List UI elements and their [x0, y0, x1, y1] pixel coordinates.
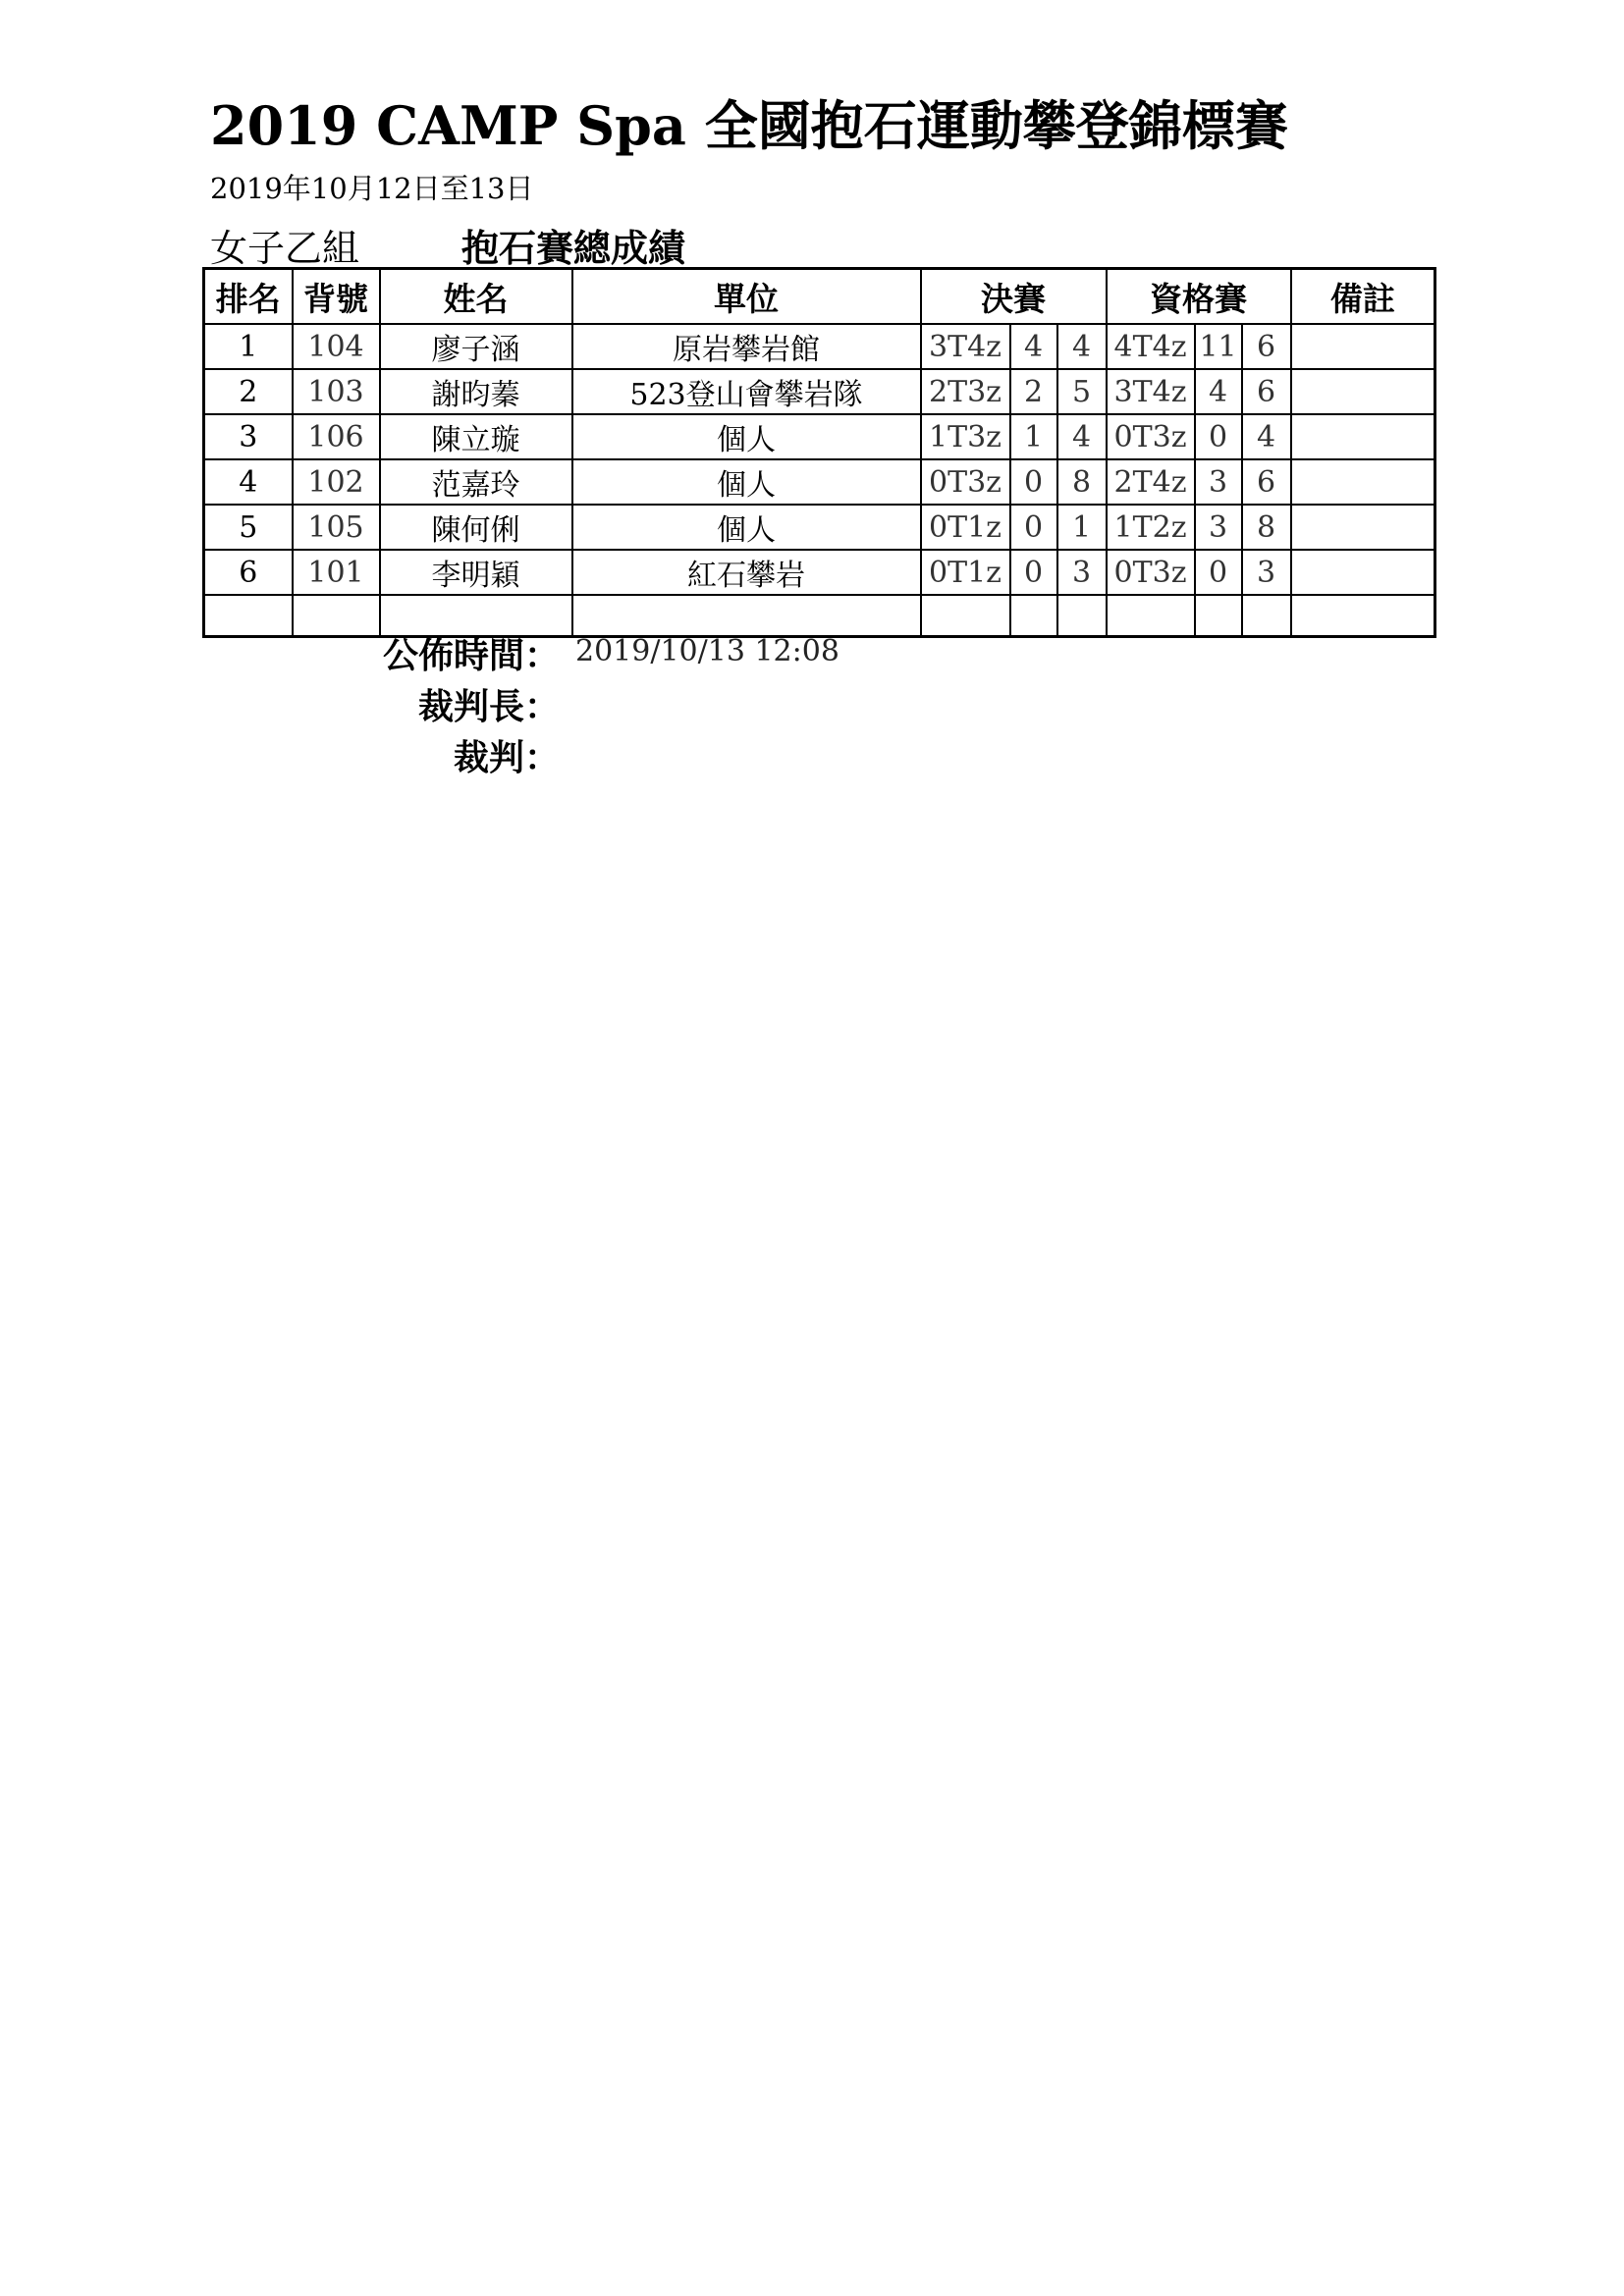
results-body [204, 324, 1435, 637]
event-name: 抱石賽總成績 [461, 226, 686, 270]
cell-rank: 1 [204, 324, 293, 369]
chief-judge-label: 裁判長： [417, 687, 560, 727]
cell-unit: 紅石攀岩 [572, 550, 921, 595]
table-row [204, 324, 1435, 369]
cell-bib: 105 [293, 505, 380, 550]
cell-unit: 523登山會攀岩隊 [572, 369, 921, 414]
cell-qual-result: 2T4z [1107, 459, 1195, 505]
cell-qual-a: 0 [1195, 414, 1242, 459]
cell-final-a: 4 [1010, 324, 1057, 369]
cell-bib: 106 [293, 414, 380, 459]
cell-remarks [1291, 324, 1435, 369]
cell-remarks [1291, 505, 1435, 550]
cell-remarks [1291, 550, 1435, 595]
cell-final-b: 4 [1057, 324, 1107, 369]
cell-final-a [1010, 595, 1057, 637]
header-qualification: 資格賽 [1107, 269, 1291, 325]
cell-final-b: 3 [1057, 550, 1107, 595]
cell-final-result: 0T3z [921, 459, 1010, 505]
cell-unit: 個人 [572, 459, 921, 505]
cell-qual-result: 3T4z [1107, 369, 1195, 414]
cell-qual-result: 0T3z [1107, 550, 1195, 595]
cell-unit [572, 595, 921, 637]
cell-rank: 4 [204, 459, 293, 505]
cell-name: 陳何俐 [380, 505, 572, 550]
cell-rank: 2 [204, 369, 293, 414]
cell-rank: 6 [204, 550, 293, 595]
header-final: 決賽 [921, 269, 1107, 325]
cell-qual-result: 0T3z [1107, 414, 1195, 459]
table-row [204, 505, 1435, 550]
cell-name: 李明穎 [380, 550, 572, 595]
table-row [204, 459, 1435, 505]
cell-final-b: 4 [1057, 414, 1107, 459]
cell-final-result: 1T3z [921, 414, 1010, 459]
cell-final-b: 8 [1057, 459, 1107, 505]
cell-qual-a: 0 [1195, 550, 1242, 595]
header-remarks: 備註 [1291, 269, 1435, 325]
cell-final-a: 0 [1010, 550, 1057, 595]
cell-final-a: 1 [1010, 414, 1057, 459]
table-row [204, 550, 1435, 595]
announce-time-label: 公佈時間： [382, 636, 560, 676]
cell-qual-b: 3 [1242, 550, 1291, 595]
document-title: 2019 CAMP Spa 全國抱石運動攀登錦標賽 [210, 94, 1288, 157]
cell-qual-b: 8 [1242, 505, 1291, 550]
cell-final-a: 2 [1010, 369, 1057, 414]
competition-group: 女子乙組 [210, 227, 360, 270]
cell-qual-b [1242, 595, 1291, 637]
header-bib: 背號 [293, 269, 380, 325]
cell-final-b: 5 [1057, 369, 1107, 414]
cell-name: 陳立璇 [380, 414, 572, 459]
cell-final-b [1057, 595, 1107, 637]
header-row [204, 269, 1435, 325]
cell-unit: 個人 [572, 414, 921, 459]
cell-unit: 個人 [572, 505, 921, 550]
cell-qual-b: 4 [1242, 414, 1291, 459]
cell-remarks [1291, 595, 1435, 637]
cell-name: 謝昀蓁 [380, 369, 572, 414]
cell-qual-b: 6 [1242, 369, 1291, 414]
cell-qual-result [1107, 595, 1195, 637]
cell-bib: 102 [293, 459, 380, 505]
cell-unit: 原岩攀岩館 [572, 324, 921, 369]
cell-final-result [921, 595, 1010, 637]
table-row [204, 369, 1435, 414]
cell-final-a: 0 [1010, 505, 1057, 550]
header-rank: 排名 [204, 269, 293, 325]
cell-bib: 101 [293, 550, 380, 595]
cell-rank: 3 [204, 414, 293, 459]
cell-qual-result: 1T2z [1107, 505, 1195, 550]
cell-final-result: 0T1z [921, 505, 1010, 550]
event-date: 2019年10月12日至13日 [210, 172, 534, 205]
cell-final-result: 3T4z [921, 324, 1010, 369]
cell-remarks [1291, 414, 1435, 459]
table-row [204, 414, 1435, 459]
cell-bib: 104 [293, 324, 380, 369]
header-name: 姓名 [380, 269, 572, 325]
cell-qual-b: 6 [1242, 459, 1291, 505]
announce-time-value: 2019/10/13 12:08 [575, 634, 839, 668]
cell-qual-b: 6 [1242, 324, 1291, 369]
cell-qual-a: 3 [1195, 459, 1242, 505]
cell-qual-a: 4 [1195, 369, 1242, 414]
header-unit: 單位 [572, 269, 921, 325]
cell-remarks [1291, 369, 1435, 414]
results-table [202, 267, 1436, 638]
cell-final-b: 1 [1057, 505, 1107, 550]
cell-final-result: 2T3z [921, 369, 1010, 414]
cell-qual-a [1195, 595, 1242, 637]
cell-final-result: 0T1z [921, 550, 1010, 595]
cell-remarks [1291, 459, 1435, 505]
cell-qual-result: 4T4z [1107, 324, 1195, 369]
cell-bib: 103 [293, 369, 380, 414]
cell-qual-a: 3 [1195, 505, 1242, 550]
cell-final-a: 0 [1010, 459, 1057, 505]
cell-rank: 5 [204, 505, 293, 550]
judge-label: 裁判： [453, 738, 560, 778]
cell-name: 范嘉玲 [380, 459, 572, 505]
cell-qual-a: 11 [1195, 324, 1242, 369]
cell-name: 廖子涵 [380, 324, 572, 369]
